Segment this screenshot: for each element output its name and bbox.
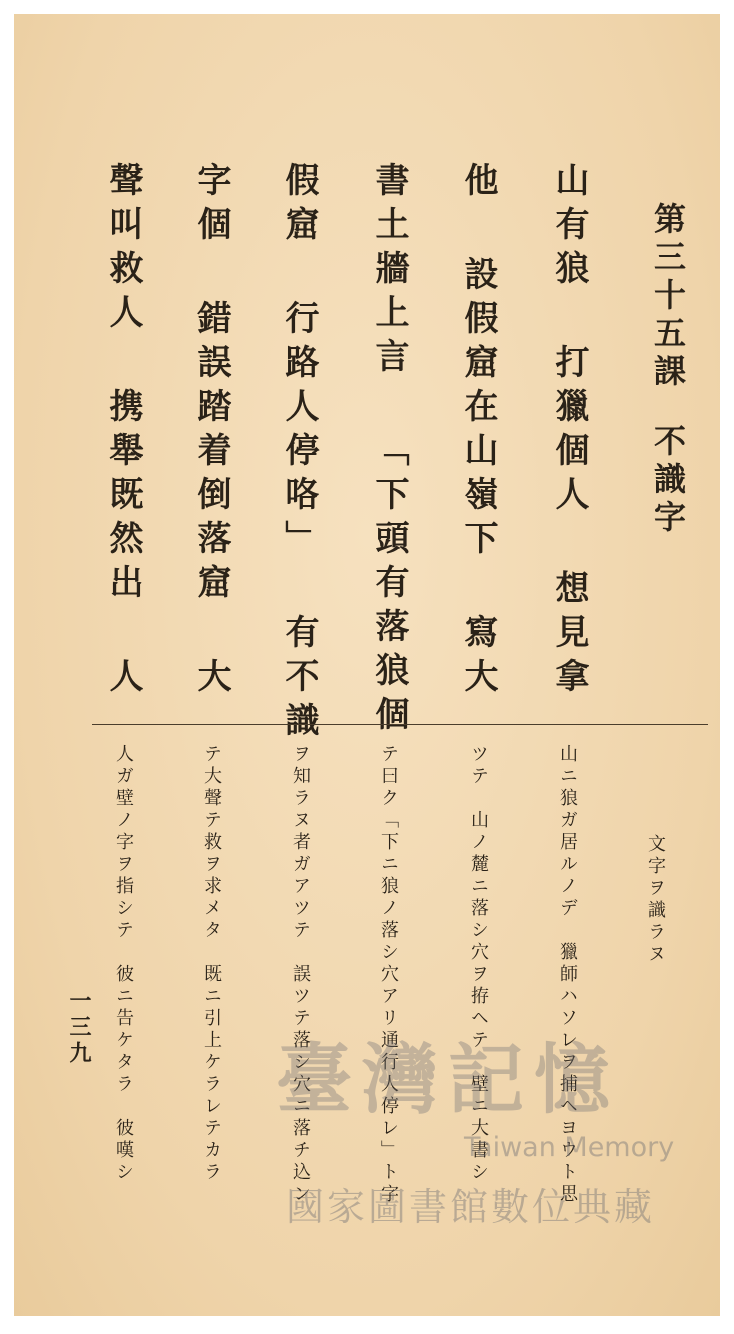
lower-column-3: テ曰ク「下ニ狼ノ落シ穴アリ通行人停レ」ト字 <box>378 744 399 1206</box>
page-number: 一三九 <box>66 989 92 1067</box>
watermark-library: 國家圖書館數位典藏 <box>286 1185 656 1229</box>
upper-column-4: 假窟 行路人停咯」 有不識 <box>279 162 319 746</box>
watermark-chinese: 臺灣記憶 <box>276 1035 620 1124</box>
lower-column-1: 山ニ狼ガ居ルノデ 獵師ハソレヲ捕ヘヨウト思 <box>557 744 578 1206</box>
lower-column-6: 人ガ壁ノ字ヲ指シテ 彼ニ告ケタラ 彼嘆シ <box>113 744 134 1184</box>
lesson-title: 第三十五課 <box>649 202 687 392</box>
upper-column-3: 書土牆上言 「下頭有落狼個 <box>369 162 409 740</box>
lower-column-2: ツテ 山ノ麓ニ落シ穴ヲ拵ヘテ 壁ニ大書シ <box>468 744 489 1184</box>
section-divider <box>92 724 708 725</box>
upper-column-1: 山有狼 打獵個人 想見拿 <box>549 162 589 702</box>
lower-heading: 文字ヲ識ラヌ <box>645 834 666 966</box>
upper-column-6: 聲叫救人 携舉既然出 人 <box>103 162 143 702</box>
lower-column-4: ヲ知ラヌ者ガアツテ 誤ツテ落シ穴ニ落チ込ン <box>290 744 311 1206</box>
lesson-subtitle: 不識字 <box>649 424 687 538</box>
watermark-english: Taiwan Memory <box>464 1132 675 1163</box>
upper-column-2: 他 設假窟在山嶺下 寫大 <box>458 162 498 702</box>
lower-column-5: テ大聲テ救ヲ求メタ 既ニ引上ケラレテカラ <box>201 744 222 1184</box>
document-page <box>14 14 720 1316</box>
upper-column-5: 字個 錯誤踏着倒落窟 大 <box>191 162 231 702</box>
